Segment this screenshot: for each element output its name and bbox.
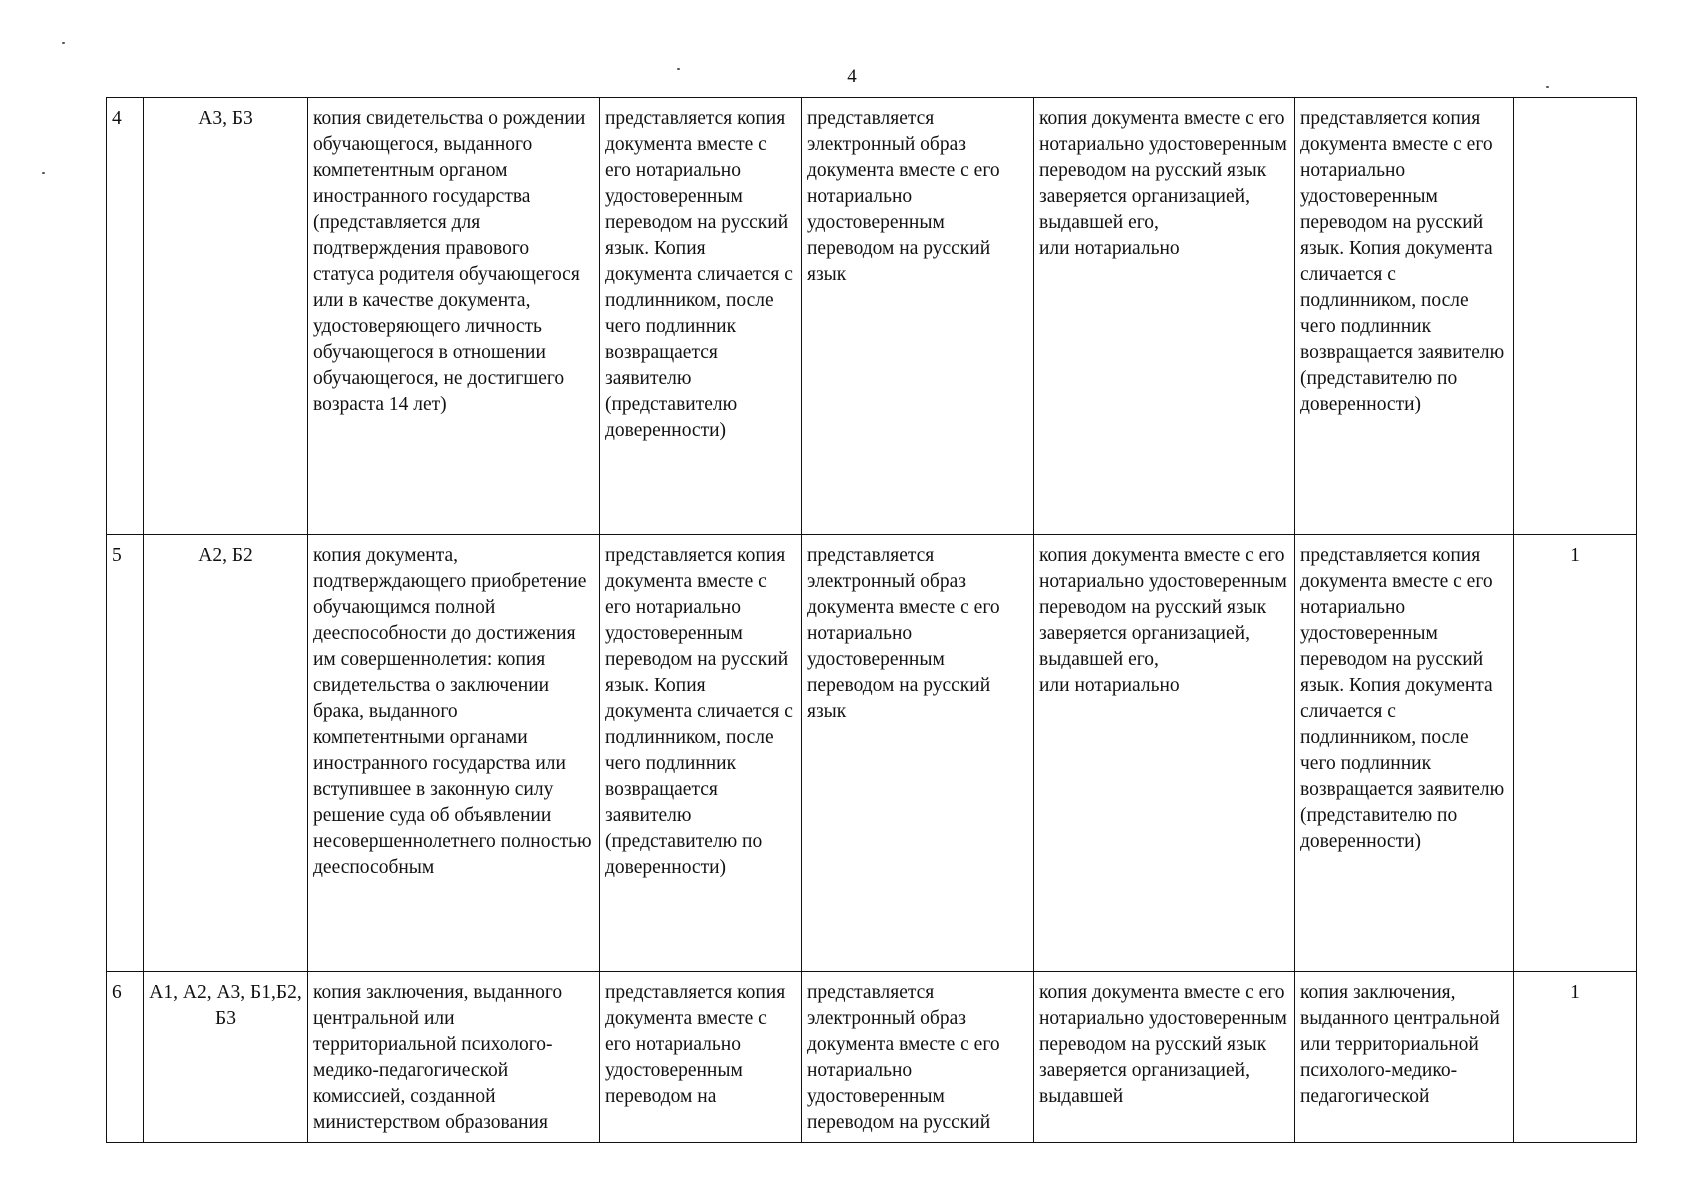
table-row — [107, 535, 1637, 972]
quantity: 1 — [1514, 535, 1637, 972]
page-number: 4 — [847, 66, 857, 87]
row-number: 6 — [107, 972, 144, 1143]
submission-mfc: представляется копия документа вместе с его нотариально удостоверенным переводом на русский язык. Копия документа сличается с подлинником, после чего подлинник возвращается заявителю (представителю по доверенности) — [1295, 535, 1514, 972]
table-row — [107, 972, 1637, 1143]
scan-speck — [62, 42, 65, 44]
submission-electronic: представляется электронный образ документа вместе с его нотариально удостоверенным переводом на русский язык — [802, 98, 1034, 535]
submission-mfc: копия заключения, выданного центральной или территориальной психолого-медико-педагогической — [1295, 972, 1514, 1143]
document-table — [106, 97, 1637, 1143]
submission-mail: копия документа вместе с его нотариально удостоверенным переводом на русский язык заверяется организацией, выдавшей его, или нотариально — [1034, 535, 1295, 972]
submission-in-person: представляется копия документа вместе с его нотариально удостоверенным переводом на русский язык. Копия документа сличается с подлинником, после чего подлинник возвращается заявителю (представителю доверенности) — [600, 98, 802, 535]
document-description: копия свидетельства о рождении обучающегося, выданного компетентным органом иностранного государства (представляется для подтверждения правового статуса родителя обучающегося или в качестве документа, удостоверяющего личность обучающегося в отношении обучающегося, не достигшего возраста 14 лет) — [308, 98, 600, 535]
document-description: копия заключения, выданного центральной или территориальной психолого-медико-педагогической комиссией, созданной министерством образования — [308, 972, 600, 1143]
scan-speck — [1546, 86, 1549, 88]
submission-mfc: представляется копия документа вместе с его нотариально удостоверенным переводом на русский язык. Копия документа сличается с подлинником, после чего подлинник возвращается заявителю (представителю по доверенности) — [1295, 98, 1514, 535]
submission-in-person: представляется копия документа вместе с его нотариально удостоверенным переводом на русский язык. Копия документа сличается с подлинником, после чего подлинник возвращается заявителю (представителю по доверенности) — [600, 535, 802, 972]
quantity: 1 — [1514, 972, 1637, 1143]
submission-mail: копия документа вместе с его нотариально удостоверенным переводом на русский язык заверяется организацией, выдавшей — [1034, 972, 1295, 1143]
row-number: 4 — [107, 98, 144, 535]
document-description: копия документа, подтверждающего приобретение обучающимся полной дееспособности до достижения им совершеннолетия: копия свидетельства о заключении брака, выданного компетентными органами иностранного государства или вступившее в законную силу решение суда об объявлении несовершеннолетнего полностью дееспособным — [308, 535, 600, 972]
submission-mail: копия документа вместе с его нотариально удостоверенным переводом на русский язык заверяется организацией, выдавшей его, или нотариально — [1034, 98, 1295, 535]
submission-electronic: представляется электронный образ документа вместе с его нотариально удостоверенным переводом на русский язык — [802, 535, 1034, 972]
row-number: 5 — [107, 535, 144, 972]
submission-electronic: представляется электронный образ документа вместе с его нотариально удостоверенным переводом на русский — [802, 972, 1034, 1143]
table-row — [107, 98, 1637, 535]
submission-in-person: представляется копия документа вместе с его нотариально удостоверенным переводом на — [600, 972, 802, 1143]
scan-speck — [42, 172, 45, 174]
quantity — [1514, 98, 1637, 535]
row-codes: А2, Б2 — [144, 535, 308, 972]
scan-speck — [677, 68, 680, 70]
row-codes: А1, А2, А3, Б1,Б2, Б3 — [144, 972, 308, 1143]
row-codes: А3, Б3 — [144, 98, 308, 535]
